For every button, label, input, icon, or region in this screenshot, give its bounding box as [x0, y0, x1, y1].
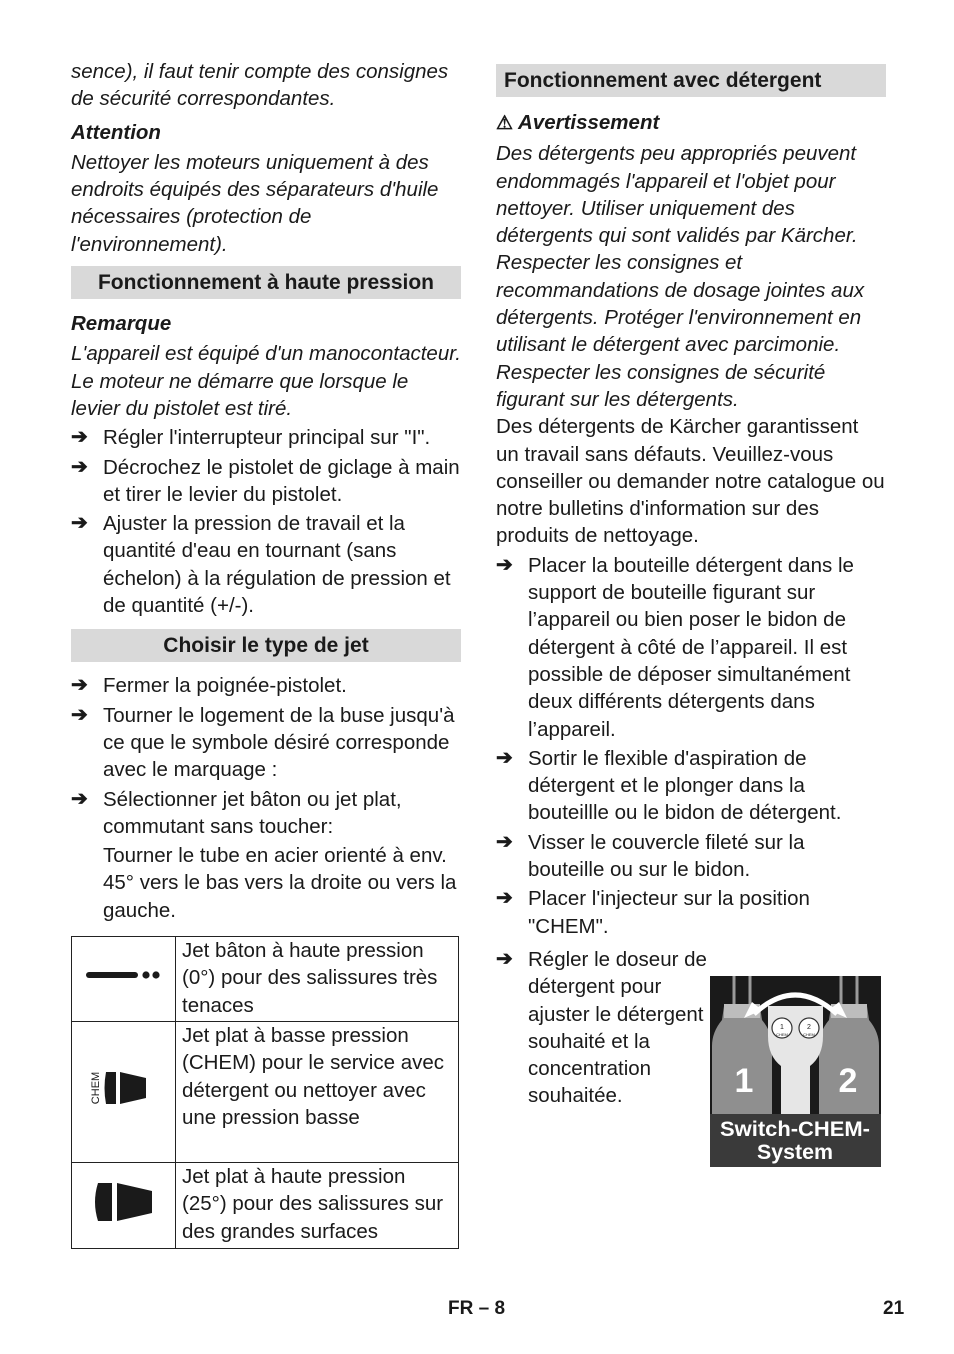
arrow-right-icon: ➔ — [71, 426, 88, 449]
warning-text: Des détergents peu appropriés peuvent endommagés l'appareil et l'objet pour nettoyer. Utiliser uniquement des détergents qui sont validés par Kärcher. Respecter les consignes et recommandations de dosage jointes aux détergents. Protéger l'environnement en utilisant le détergent avec parcimonie. — [496, 142, 865, 357]
section-jet-type-heading: Choisir le type de jet — [71, 629, 461, 662]
arrow-right-icon: ➔ — [496, 746, 513, 769]
right-column — [496, 64, 886, 1110]
jet-type-substep: Tourner le tube en acier orienté à env. 45° vers le bas vers la droite ou vers la gauche. — [103, 844, 457, 922]
jet-type-table — [71, 936, 459, 1249]
chem-flat-jet-icon — [72, 1022, 176, 1163]
jet-type-steps — [71, 672, 461, 840]
arrow-right-icon: ➔ — [71, 703, 88, 726]
list-item: ➔ Décrochez le pistolet de giclage à main et tirer le levier du pistolet. — [71, 455, 460, 506]
svg-text:2: 2 — [807, 1024, 811, 1031]
warning-triangle-icon: ⚠ — [496, 113, 514, 134]
arrow-right-icon: ➔ — [496, 553, 513, 576]
list-item: ➔ Fermer la poignée-pistolet. — [71, 672, 461, 699]
attention-text: Nettoyer les moteurs uniquement à des endroits équipés des séparateurs d'huile nécessaires (protection de l'environnement). — [71, 150, 439, 256]
intro-text: sence), il faut tenir compte des consignes de sécurité correspondantes. — [71, 60, 449, 111]
table-cell: Jet plat à basse pression (CHEM) pour le service avec détergent ou nettoyer avec une pression basse — [176, 1022, 459, 1163]
section-detergent-heading: Fonctionnement avec détergent — [496, 64, 886, 97]
list-item: ➔ Tourner le logement de la buse jusqu'à ce que le symbole désiré corresponde avec le marquage : — [71, 703, 455, 782]
svg-text:CHEM: CHEM — [803, 1032, 815, 1037]
arrow-right-icon: ➔ — [71, 787, 88, 810]
list-item: ➔ Visser le couvercle fileté sur la bouteille ou sur le bidon. — [496, 830, 805, 882]
warning-title-row: ⚠ Avertissement — [496, 109, 886, 137]
footer-language-page: FR – 8 — [448, 1298, 506, 1319]
pencil-jet-icon — [72, 937, 176, 1022]
svg-text:Switch-CHEM-: Switch-CHEM- — [720, 1118, 870, 1141]
arrow-right-icon: ➔ — [71, 674, 88, 697]
table-row — [72, 1022, 459, 1163]
svg-text:CHEM: CHEM — [776, 1032, 788, 1037]
svg-text:1: 1 — [734, 1062, 754, 1100]
list-item: ➔ Ajuster la pression de travail et la quantité d'eau en tournant (sans échelon) à la régulation de pression et de quantité (+/-). — [71, 512, 451, 618]
left-column — [71, 58, 461, 1249]
switch-chem-system-figure — [710, 976, 881, 1167]
svg-text:System: System — [757, 1141, 833, 1164]
table-cell: Jet bâton à haute pression (0°) pour des salissures très tenaces — [176, 937, 459, 1022]
warning-text-2: Respecter les consignes de sécurité figurant sur les détergents. — [496, 360, 826, 411]
table-cell: Jet plat à haute pression (25°) pour des salissures sur des grandes surfaces — [176, 1163, 459, 1249]
attention-title: Attention — [71, 120, 161, 144]
high-pressure-steps — [71, 424, 461, 619]
table-row — [72, 937, 459, 1022]
page-number: 21 — [883, 1298, 905, 1319]
arrow-right-icon: ➔ — [71, 512, 88, 535]
list-item: ➔ Sélectionner jet bâton ou jet plat, commutant sans toucher: — [71, 787, 402, 838]
list-item: ➔ Sortir le flexible d'aspiration de détergent et le plonger dans la bouteillle ou le bidon de détergent. — [496, 746, 842, 825]
svg-text:CHEM: CHEM — [89, 1072, 102, 1105]
body-text: Des détergents de Kärcher garantissent un travail sans défauts. Veuillez-vous conseiller ou demander notre catalogue ou notre bulletins d'information sur des produits de nettoyage. — [496, 415, 885, 548]
list-item: ➔ Placer la bouteille détergent dans le support de bouteille figurant sur l’appareil ou bien poser le bidon de détergent à côté de l’appareil. Il est possible de déposer simultanément deux différents détergents dans l’appareil. — [496, 553, 854, 741]
svg-text:1: 1 — [780, 1024, 784, 1031]
list-item: ➔ Régler le doseur de détergent pour ajuster le détergent souhaité et la concentration souhaitée. — [496, 947, 707, 1108]
arrow-right-icon: ➔ — [496, 887, 513, 910]
remarque-text: L'appareil est équipé d'un manocontacteur. Le moteur ne démarre que lorsque le levier du pistolet est tiré. — [71, 342, 462, 420]
arrow-right-icon: ➔ — [496, 947, 513, 970]
list-item: ➔ Régler l'interrupteur principal sur "I". — [71, 424, 461, 451]
arrow-right-icon: ➔ — [496, 830, 513, 853]
arrow-right-icon: ➔ — [71, 455, 88, 478]
list-item: ➔ Placer l'injecteur sur la position "CHEM". — [496, 887, 810, 938]
section-high-pressure-heading: Fonctionnement à haute pression — [71, 266, 461, 299]
remarque-title: Remarque — [71, 312, 172, 336]
flat-jet-icon — [72, 1163, 176, 1249]
svg-text:2: 2 — [838, 1062, 858, 1100]
table-row — [72, 1163, 459, 1249]
